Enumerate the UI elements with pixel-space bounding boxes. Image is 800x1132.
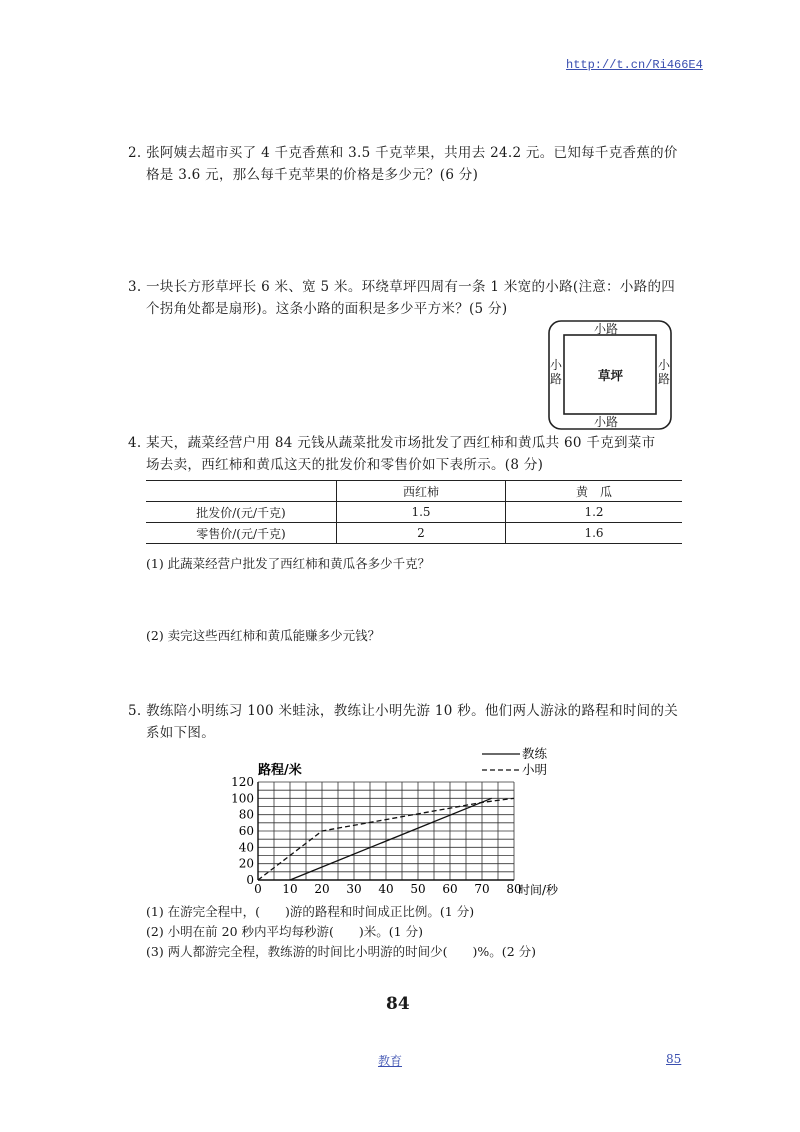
question-4-sub-2: (2) 卖完这些西红柿和黄瓜能赚多少元钱？	[146, 628, 381, 643]
question-5-line-1: 5. 教练陪小明练习 100 米蛙泳，教练让小明先游 10 秒。他们两人游泳的路程和时间的关	[128, 703, 679, 719]
x-tick-label: 60	[442, 882, 458, 896]
y-tick-label: 120	[231, 775, 254, 789]
price-table	[146, 480, 682, 544]
question-5-line-2: 系如下图。	[146, 725, 215, 741]
y-tick-label: 60	[238, 824, 254, 838]
table-cell: 1.6	[506, 523, 683, 544]
table-header-row	[146, 481, 682, 502]
footer-link-education[interactable]: 教育	[378, 1054, 403, 1068]
legend-label: 小明	[522, 762, 548, 777]
x-tick-label: 30	[346, 882, 362, 896]
path-label-right: 小路	[658, 358, 671, 386]
question-5	[128, 700, 678, 744]
header-url-link[interactable]: http://t.cn/Ri466E4	[566, 58, 703, 72]
question-5-sub-2: (2) 小明在前 20 秒内平均每秒游( )米。(1 分)	[146, 924, 423, 939]
table-header-cell: 黄 瓜	[506, 481, 683, 502]
y-tick-label: 100	[231, 791, 254, 806]
lawn-label: 草坪	[598, 368, 624, 383]
price-table-wrap	[146, 480, 682, 544]
question-2-line-1: 2. 张阿姨去超市买了 4 千克香蕉和 3.5 千克苹果，共用去 24.2 元。已知每千克香蕉的价	[128, 145, 678, 161]
x-tick-label: 10	[282, 882, 298, 896]
question-4-line-1: 4. 某天，蔬菜经营户用 84 元钱从蔬菜批发市场批发了西红柿和黄瓜共 60 千克到菜市	[128, 435, 656, 451]
x-tick-label: 50	[410, 882, 426, 896]
table-cell: 批发价/(元/千克)	[196, 505, 286, 520]
question-4-line-2: 场去卖，西红柿和黄瓜这天的批发价和零售价如下表所示。(8 分)	[146, 457, 544, 473]
table-row	[146, 523, 682, 544]
question-4-sub-1: (1) 此蔬菜经营户批发了西红柿和黄瓜各多少千克？	[146, 556, 431, 571]
y-axis-label: 路程/米	[258, 763, 302, 778]
table-cell: 1.2	[506, 502, 683, 523]
question-5-sub-3: (3) 两人都游完全程，教练游的时间比小明游的时间少( )%。(2 分)	[146, 944, 536, 959]
question-3-line-2: 个拐角处都是扇形)。这条小路的面积是多少平方米？(5 分)	[146, 301, 508, 317]
table-header-cell	[146, 481, 337, 502]
path-label-top: 小路	[594, 322, 619, 336]
table-cell: 1.5	[337, 502, 506, 523]
path-label-left: 小路	[550, 358, 563, 386]
question-2-line-2: 格是 3.6 元，那么每千克苹果的价格是多少元？(6 分)	[146, 167, 479, 183]
x-tick-label: 70	[474, 882, 490, 896]
swim-chart	[220, 744, 600, 904]
table-row	[146, 502, 682, 523]
question-2	[128, 142, 678, 186]
table-header-cell: 西红柿	[337, 481, 506, 502]
footer-link-page[interactable]: 85	[666, 1052, 682, 1066]
page-number: 84	[386, 994, 410, 1014]
swim-chart-svg	[220, 744, 600, 904]
x-axis-label: 时间/秒	[518, 883, 559, 897]
x-tick-label: 40	[378, 882, 394, 896]
x-tick-label: 20	[314, 882, 330, 896]
question-3-line-1: 3. 一块长方形草坪长 6 米、宽 5 米。环绕草坪四周有一条 1 米宽的小路(注意：小路的四	[128, 279, 676, 295]
y-tick-label: 20	[238, 856, 254, 871]
y-tick-label: 0	[246, 873, 254, 887]
x-tick-label: 0	[254, 882, 262, 896]
question-3	[128, 276, 675, 320]
legend-label: 教练	[522, 746, 548, 761]
table-cell: 2	[337, 523, 506, 544]
lawn-path-diagram	[548, 320, 672, 430]
y-tick-label: 40	[238, 840, 254, 855]
question-5-sub-1: (1) 在游完全程中，( )游的路程和时间成正比例。(1 分)	[146, 904, 475, 919]
question-4	[128, 432, 655, 476]
y-tick-label: 80	[238, 807, 254, 822]
x-tick-label: 80	[506, 882, 522, 896]
table-cell: 零售价/(元/千克)	[196, 526, 286, 541]
path-label-bottom: 小路	[594, 415, 619, 429]
